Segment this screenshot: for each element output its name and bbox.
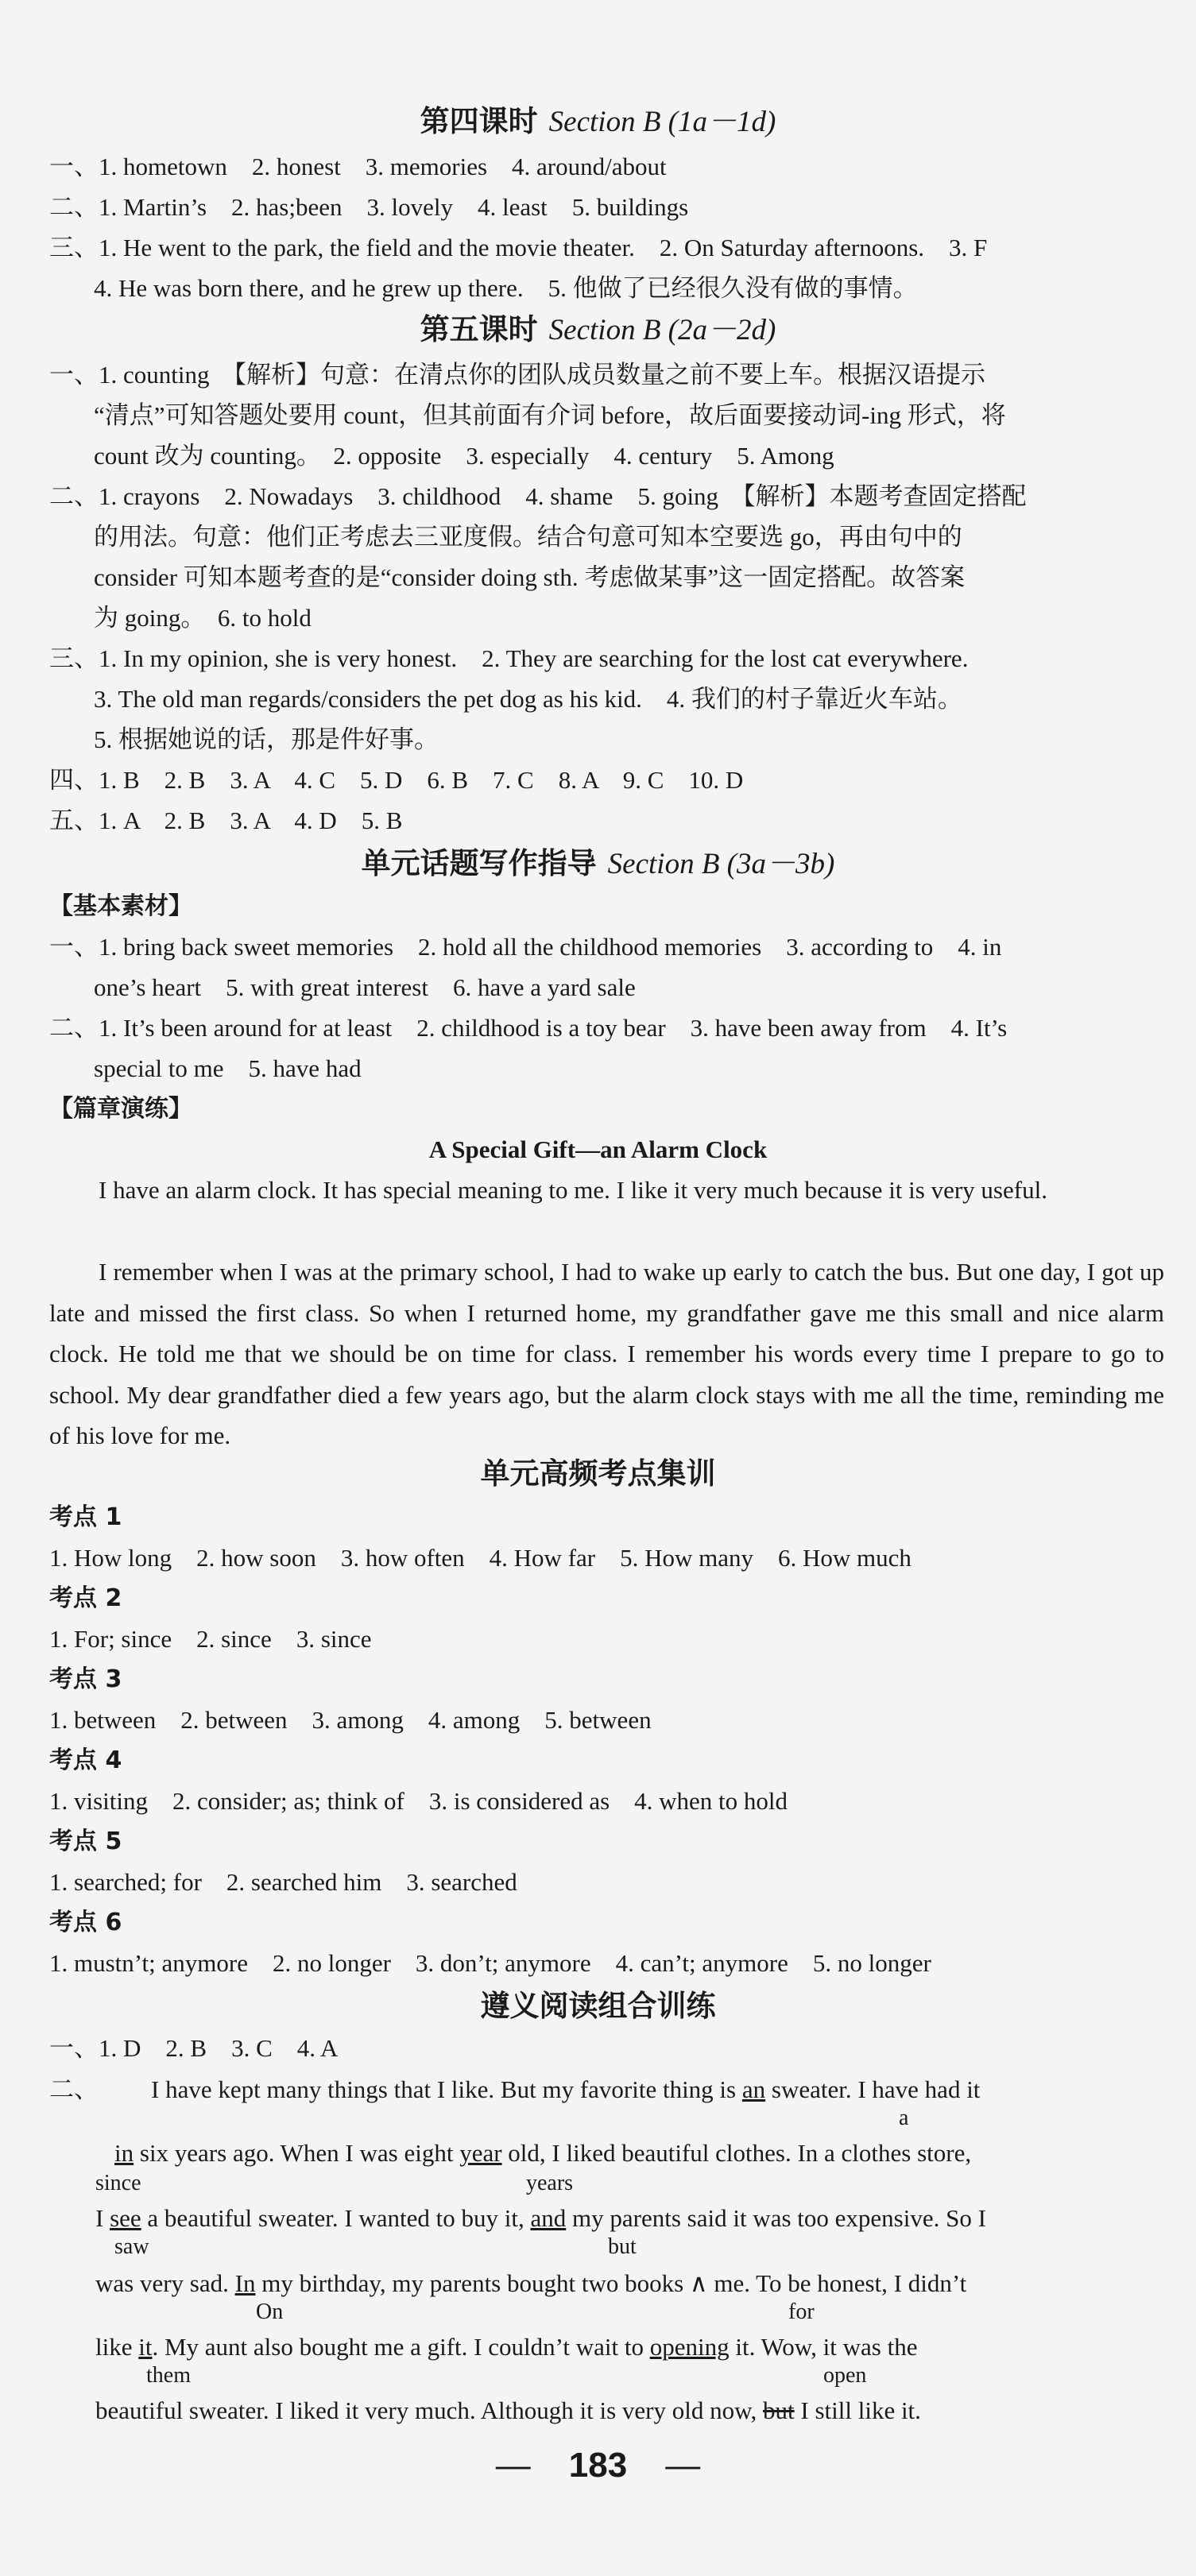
- key-point-label: 考点 3: [49, 1665, 122, 1693]
- page-footer: [0, 2443, 1196, 2488]
- text: my birthday, my parents bought two books ∧ me. To be honest, I didn’t: [255, 2269, 967, 2297]
- text: was very sad.: [95, 2269, 235, 2297]
- proofreading-line: [95, 2268, 1164, 2299]
- answer-line: 1. For; since 2. since 3. since: [49, 1625, 372, 1653]
- answer-line: “清点”可知答题处要用 count，但其前面有介词 before，故后面要接动词-ing 形式，将: [94, 401, 1006, 429]
- heading-title: 第四课时: [420, 103, 538, 138]
- answer-line: 一、1. D 2. B 3. C 4. A: [49, 2034, 339, 2062]
- text: I have kept many things that I like. But my favorite thing is: [151, 2075, 742, 2103]
- key-point-label: 考点 4: [49, 1746, 122, 1774]
- answer-line: 的用法。句意：他们正考虑去三亚度假。结合句意可知本空要选 go，再由句中的: [94, 523, 962, 551]
- text: I still like it.: [794, 2396, 921, 2424]
- heading-section: Section B (1a－1d): [548, 106, 776, 138]
- proofreading-line: [151, 2074, 1164, 2106]
- heading-section: Section B (2a－2d): [548, 314, 776, 346]
- answer-line: 二、1. Martin’s 2. has;been 3. lovely 4. least 5. buildings: [49, 193, 689, 221]
- answer-line: 四、1. B 2. B 3. A 4. C 5. D 6. B 7. C 8. A 9. C 10. D: [49, 766, 744, 794]
- deleted-word: but: [763, 2396, 795, 2424]
- essay-paragraph: I have an alarm clock. It has special meaning to me. I like it very much because it is very useful.: [99, 1176, 1047, 1204]
- proofreading-line: [95, 2331, 1164, 2363]
- answer-line: 五、1. A 2. B 3. A 4. D 5. B: [49, 806, 403, 834]
- answer-line: 1. searched; for 2. searched him 3. searched: [49, 1868, 517, 1896]
- answer-line: special to me 5. have had: [94, 1054, 362, 1082]
- dash-right: —: [665, 2446, 701, 2485]
- error-word: In: [234, 2269, 256, 2297]
- section-heading-writing: [0, 844, 1196, 884]
- key-point-label: 考点 5: [49, 1828, 122, 1855]
- section-heading-lesson4: [0, 102, 1196, 141]
- answer-line: 二、1. It’s been around for at least 2. childhood is a toy bear 3. have been away from 4. It’s: [49, 1014, 1008, 1042]
- text: beautiful sweater. I liked it very much. Although it is very old now,: [95, 2396, 763, 2424]
- text: a beautiful sweater. I wanted to buy it,: [141, 2204, 531, 2232]
- error-word: in: [114, 2139, 134, 2167]
- answer-line: 4. He was born there, and he grew up there. 5. 他做了已经很久没有做的事情。: [94, 274, 918, 302]
- text: . My aunt also bought me a gift. I couldn’t wait to: [152, 2333, 650, 2361]
- text: it. Wow, it was the: [729, 2333, 918, 2361]
- key-point-label: 考点 6: [49, 1909, 122, 1936]
- proofreading-line: [95, 2203, 1164, 2234]
- answer-line: 1. mustn’t; anymore 2. no longer 3. don’t; anymore 4. can’t; anymore 5. no longer: [49, 1949, 931, 1977]
- correction: saw: [114, 2234, 149, 2259]
- error-word: it: [138, 2333, 153, 2361]
- answer-line: 三、1. In my opinion, she is very honest. 2. They are searching for the lost cat everywhere.: [49, 644, 969, 672]
- proofreading-label: 二、: [49, 2075, 99, 2103]
- essay-title: A Special Gift—an Alarm Clock: [428, 1135, 768, 1163]
- answer-line: 二、1. crayons 2. Nowadays 3. childhood 4. shame 5. going 【解析】本题考查固定搭配: [49, 482, 1027, 510]
- answer-line: count 改为 counting。 2. opposite 3. especially 4. century 5. Among: [94, 442, 834, 470]
- heading-title: 第五课时: [420, 311, 538, 346]
- proofreading-line: [114, 2137, 1164, 2169]
- error-word: year: [459, 2139, 502, 2167]
- error-word: an: [741, 2075, 766, 2103]
- answer-line: 1. visiting 2. consider; as; think of 3. is considered as 4. when to hold: [49, 1787, 788, 1815]
- essay-paragraph: I remember when I was at the primary school, I had to wake up early to catch the bus. But one day, I got up late and missed the first class. So when I returned home, my grandfather gave me this small and nice alarm clock. He told me that we should be on time for class. I remember his words every time I prepare to go to school. My dear grandfather died a few years ago, but the alarm clock stays with me all the time, reminding me of his love for me.: [49, 1258, 1164, 1449]
- correction: for: [788, 2299, 815, 2324]
- proofreading-line: [95, 2395, 1164, 2427]
- dash-left: —: [495, 2446, 531, 2485]
- correction: but: [608, 2234, 637, 2259]
- correction: them: [146, 2363, 191, 2388]
- text: I: [95, 2204, 110, 2232]
- section-heading-reading: [0, 1986, 1196, 2025]
- text: my parents said it was too expensive. So I: [566, 2204, 986, 2232]
- page-number: 183: [568, 2446, 628, 2485]
- section-heading-lesson5: [0, 310, 1196, 350]
- heading-section: Section B (3a－3b): [607, 848, 835, 880]
- text: like: [95, 2333, 139, 2361]
- answer-line: 3. The old man regards/considers the pet dog as his kid. 4. 我们的村子靠近火车站。: [94, 685, 962, 713]
- section-heading-key-points: [0, 1454, 1196, 1492]
- subheading-essay-practice: 【篇章演练】: [49, 1095, 192, 1123]
- answer-line: 一、1. counting 【解析】句意：在清点你的团队成员数量之前不要上车。根据汉语提示: [49, 361, 985, 389]
- answer-line: 一、1. bring back sweet memories 2. hold all the childhood memories 3. according to 4. in: [49, 933, 1002, 961]
- answer-line: 一、1. hometown 2. honest 3. memories 4. around/about: [49, 153, 667, 180]
- correction: years: [526, 2171, 574, 2195]
- answer-line: 5. 根据她说的话，那是件好事。: [94, 725, 439, 753]
- text: six years ago. When I was eight: [134, 2139, 460, 2167]
- answer-line: 1. How long 2. how soon 3. how often 4. How far 5. How many 6. How much: [49, 1544, 912, 1572]
- correction: open: [823, 2363, 867, 2388]
- answer-line: one’s heart 5. with great interest 6. have a yard sale: [94, 973, 636, 1001]
- answer-line: consider 可知本题考查的是“consider doing sth. 考虑做某事”这一固定搭配。故答案: [94, 563, 966, 591]
- heading-title: 单元高频考点集训: [480, 1456, 716, 1491]
- answer-line: 三、1. He went to the park, the field and the movie theater. 2. On Saturday afternoons. 3. F: [49, 234, 988, 261]
- text: old, I liked beautiful clothes. In a clothes store,: [501, 2139, 972, 2167]
- correction: since: [95, 2171, 141, 2195]
- correction: On: [256, 2299, 284, 2324]
- answer-line: 1. between 2. between 3. among 4. among 5. between: [49, 1706, 652, 1734]
- heading-title: 遵义阅读组合训练: [480, 1988, 716, 2023]
- error-word: and: [530, 2204, 567, 2232]
- key-point-label: 考点 1: [49, 1503, 122, 1531]
- answer-line: 为 going。 6. to hold: [94, 604, 312, 632]
- correction: a: [899, 2106, 909, 2130]
- heading-title: 单元话题写作指导: [361, 845, 597, 880]
- error-word: see: [110, 2204, 141, 2232]
- error-word: opening: [649, 2333, 730, 2361]
- text: sweater. I have had it: [765, 2075, 981, 2103]
- subheading-materials: 【基本素材】: [49, 892, 192, 920]
- key-point-label: 考点 2: [49, 1584, 122, 1612]
